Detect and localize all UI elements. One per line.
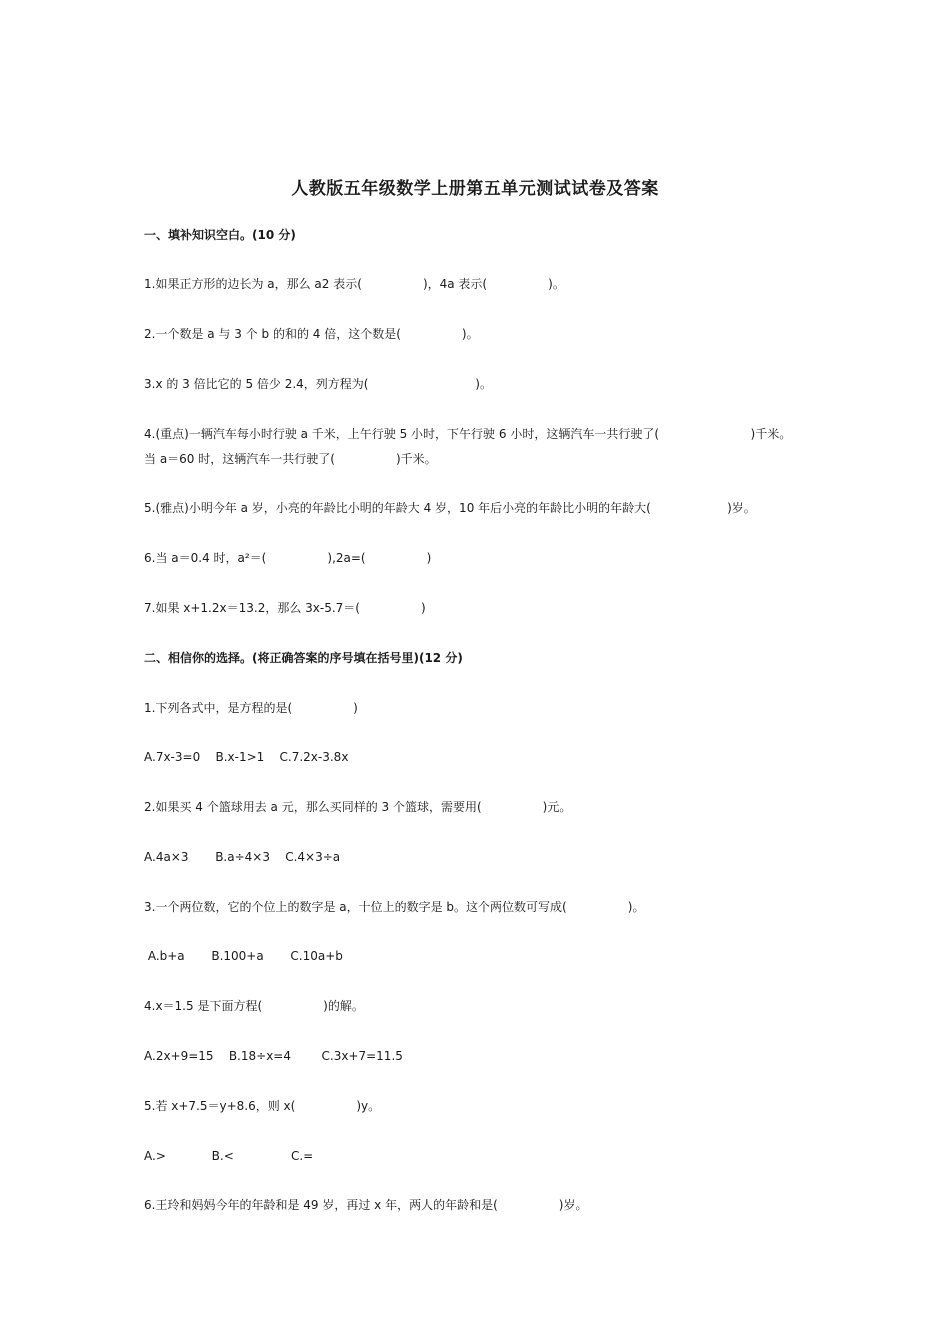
section1-heading: 一、填补知识空白。(10 分) <box>144 228 296 242</box>
question-1-4-line1: 4.(重点)一辆汽车每小时行驶 a 千米，上午行驶 5 小时，下午行驶 6 小时，这辆汽车一共行驶了( )千米。 <box>144 427 792 441</box>
question-2-3: 3.一个两位数，它的个位上的数字是 a，十位上的数字是 b。这个两位数可写成( )。 <box>144 900 645 914</box>
question-2-5: 5.若 x+7.5＝y+8.6，则 x( )y。 <box>144 1099 381 1113</box>
question-2-1-options: A.7x-3=0 B.x-1>1 C.7.2x-3.8x <box>144 750 349 764</box>
question-1-1: 1.如果正方形的边长为 a，那么 a2 表示( )，4a 表示( )。 <box>144 277 565 291</box>
question-2-4-options: A.2x+9=15 B.18÷x=4 C.3x+7=11.5 <box>144 1049 403 1063</box>
question-1-5: 5.(雅点)小明今年 a 岁，小亮的年龄比小明的年龄大 4 岁，10 年后小亮的年龄比小明的年龄大( )岁。 <box>144 501 756 515</box>
page-title: 人教版五年级数学上册第五单元测试试卷及答案 <box>291 179 659 199</box>
question-1-2: 2.一个数是 a 与 3 个 b 的和的 4 倍，这个数是( )。 <box>144 327 479 341</box>
question-2-6: 6.王玲和妈妈今年的年龄和是 49 岁，再过 x 年，两人的年龄和是( )岁。 <box>144 1198 588 1212</box>
question-1-6: 6.当 a＝0.4 时，a²＝( ),2a=( ) <box>144 551 432 565</box>
question-2-1: 1.下列各式中，是方程的是( ) <box>144 701 358 715</box>
question-2-2-options: A.4a×3 B.a÷4×3 C.4×3÷a <box>144 850 341 864</box>
question-2-2: 2.如果买 4 个篮球用去 a 元，那么买同样的 3 个篮球，需要用( )元。 <box>144 800 572 814</box>
question-2-5-options: A.> B.< C.= <box>144 1149 314 1163</box>
section2-heading: 二、相信你的选择。(将正确答案的序号填在括号里)(12 分) <box>144 651 463 665</box>
question-1-7: 7.如果 x+1.2x＝13.2，那么 3x-5.7＝( ) <box>144 601 426 615</box>
question-1-3: 3.x 的 3 倍比它的 5 倍少 2.4，列方程为( )。 <box>144 377 492 391</box>
question-2-4: 4.x＝1.5 是下面方程( )的解。 <box>144 999 364 1013</box>
question-2-3-options: A.b+a B.100+a C.10a+b <box>144 949 343 963</box>
question-1-4-line2: 当 a＝60 时，这辆汽车一共行驶了( )千米。 <box>144 452 437 466</box>
